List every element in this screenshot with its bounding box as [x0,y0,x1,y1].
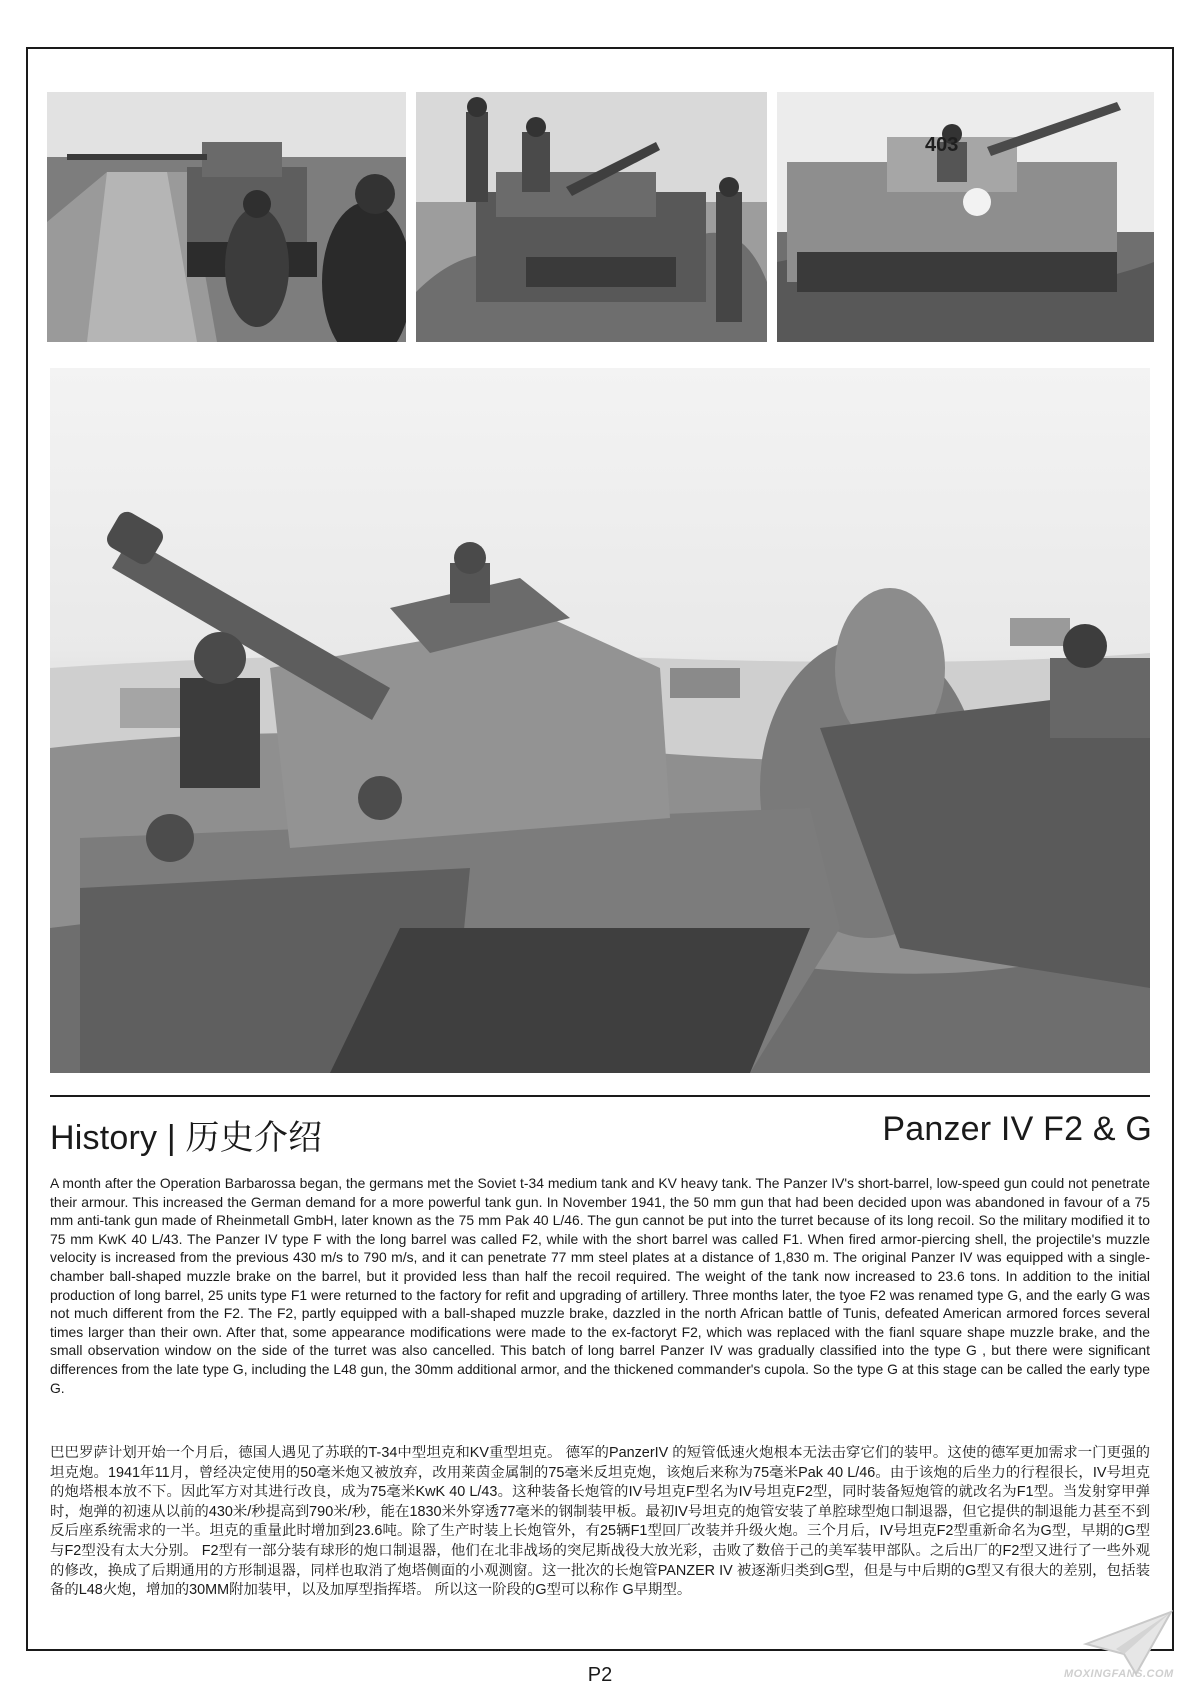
photo-tank-crew [416,92,767,342]
watermark-text: MOXINGFANS.COM [1064,1668,1174,1680]
photo-tank-field [777,92,1154,342]
history-text-chinese: 巴巴罗萨计划开始一个月后，德国人遇见了苏联的T-34中型坦克和KV重型坦克。 德军的PanzerIV 的短管低速火炮根本无法击穿它们的装甲。这使的德军更加需求一门更强的坦克炮。1941年11月，曾经决定使用的50毫米炮又被放弃，改用莱茵金属制的75毫米反坦克炮，该炮后来称为75毫米Pak 40 L/46。由于该炮的后坐力的行程很长，IV号坦克的炮塔根本放不下。因此军方对其进行改良，成为75毫米KwK 40 L/43。这种装备长炮管的IV号坦克F型名为IV号坦克F2型，同时装备短炮管的就改名为F1型。当发射穿甲弹时，炮弹的初速从以前的430米/秒提高到790米/秒，能在1830米外穿透77毫米的钢制装甲板。最初IV号坦克的炮管安装了单腔球型炮口制退器，但它提供的制退能力甚至不到反后座系统需求的一半。坦克的重量此时增加到23.6吨。除了生产时装上长炮管外，有25辆F1型回厂改装并升级火炮。三个月后，IV号坦克F2型重新命名为G型，早期的G型与F2型没有太大分别。 F2型有一部分装有球形的炮口制退器，他们在北非战场的突尼斯战役大放光彩，击败了数倍于己的美军装甲部队。之后出厂的F2型又进行了一些外观的修改，换成了后期通用的方形制退器，同样也取消了炮塔侧面的小观测窗。这一批次的长炮管PANZER IV 被逐渐归类到G型，但是与中后期的G型又有很大的差别，包括装备的L48火炮，增加的30MM附加装甲，以及加厚型指挥塔。 所以这一阶段的G型可以称作 G早期型。 [50,1445,1150,1599]
photo-main-tank-column [50,368,1150,1073]
page-number: P2 [587,1664,613,1686]
turret-number: 403 [925,134,959,156]
history-text-english: A month after the Operation Barbarossa began, the germans met the Soviet t-34 medium tank and KV heavy tank. The Panzer IV's short-barrel, low-speed gun could not penetrate their armour. This increased the German demand for a more powerful tank gun. In November 1941, the 50 mm gun that had been decided upon was abandoned in favour of a 75 mm anti-tank gun made of Rheinmetall GmbH, later known as the 75 mm Pak 40 L/46. The gun cannot be put into the turret because of its long recoil. So the military modified it to 75 mm KwK 40 L/43. The Panzer IV type F with the long barrel was called F2, while with the short barrel was called F1. When fired armor-piercing shell, the projectile's muzzle velocity is increased from the previous 430 m/s to 790 m/s, and it can penetrate 77 mm steel plates at a distance of 1,830 m. The original Panzer IV was equipped with a single-chamber ball-shaped muzzle brake on the barrel, but it provided less than half the recoil required. The weight of the tank now increased to 23.6 tons. In addition to the initial production of long barrel, 25 units type F1 were returned to the factory for refit and upgrading of artillery. Three months later, the tyoe F2 was renamed type G, and the early G was not much different from the F2. The F2, partly equipped with a ball-shaped muzzle brake, dazzled in the north African battle of Tunis, defeated American armored forces several times larger than their own. After that, some appearance modifications were made to the ex-factoryt F2, which was replaced with the fianl square shape muzzle brake, and the small observation window on the side of the turret was also cancelled. This batch of long barrel Panzer IV was gradually classified into the type G , but there were significant differences from the late type G, including the L48 gun, the 30mm additional armor, and the thickened commander's cupola. So the type G at this stage can be called the early type G. [50,1175,1150,1396]
photo-tank-on-road [47,92,406,342]
model-title: Panzer IV F2 & G [882,1110,1152,1148]
section-divider [50,1095,1150,1097]
section-title: History | 历史介绍 [50,1119,323,1157]
